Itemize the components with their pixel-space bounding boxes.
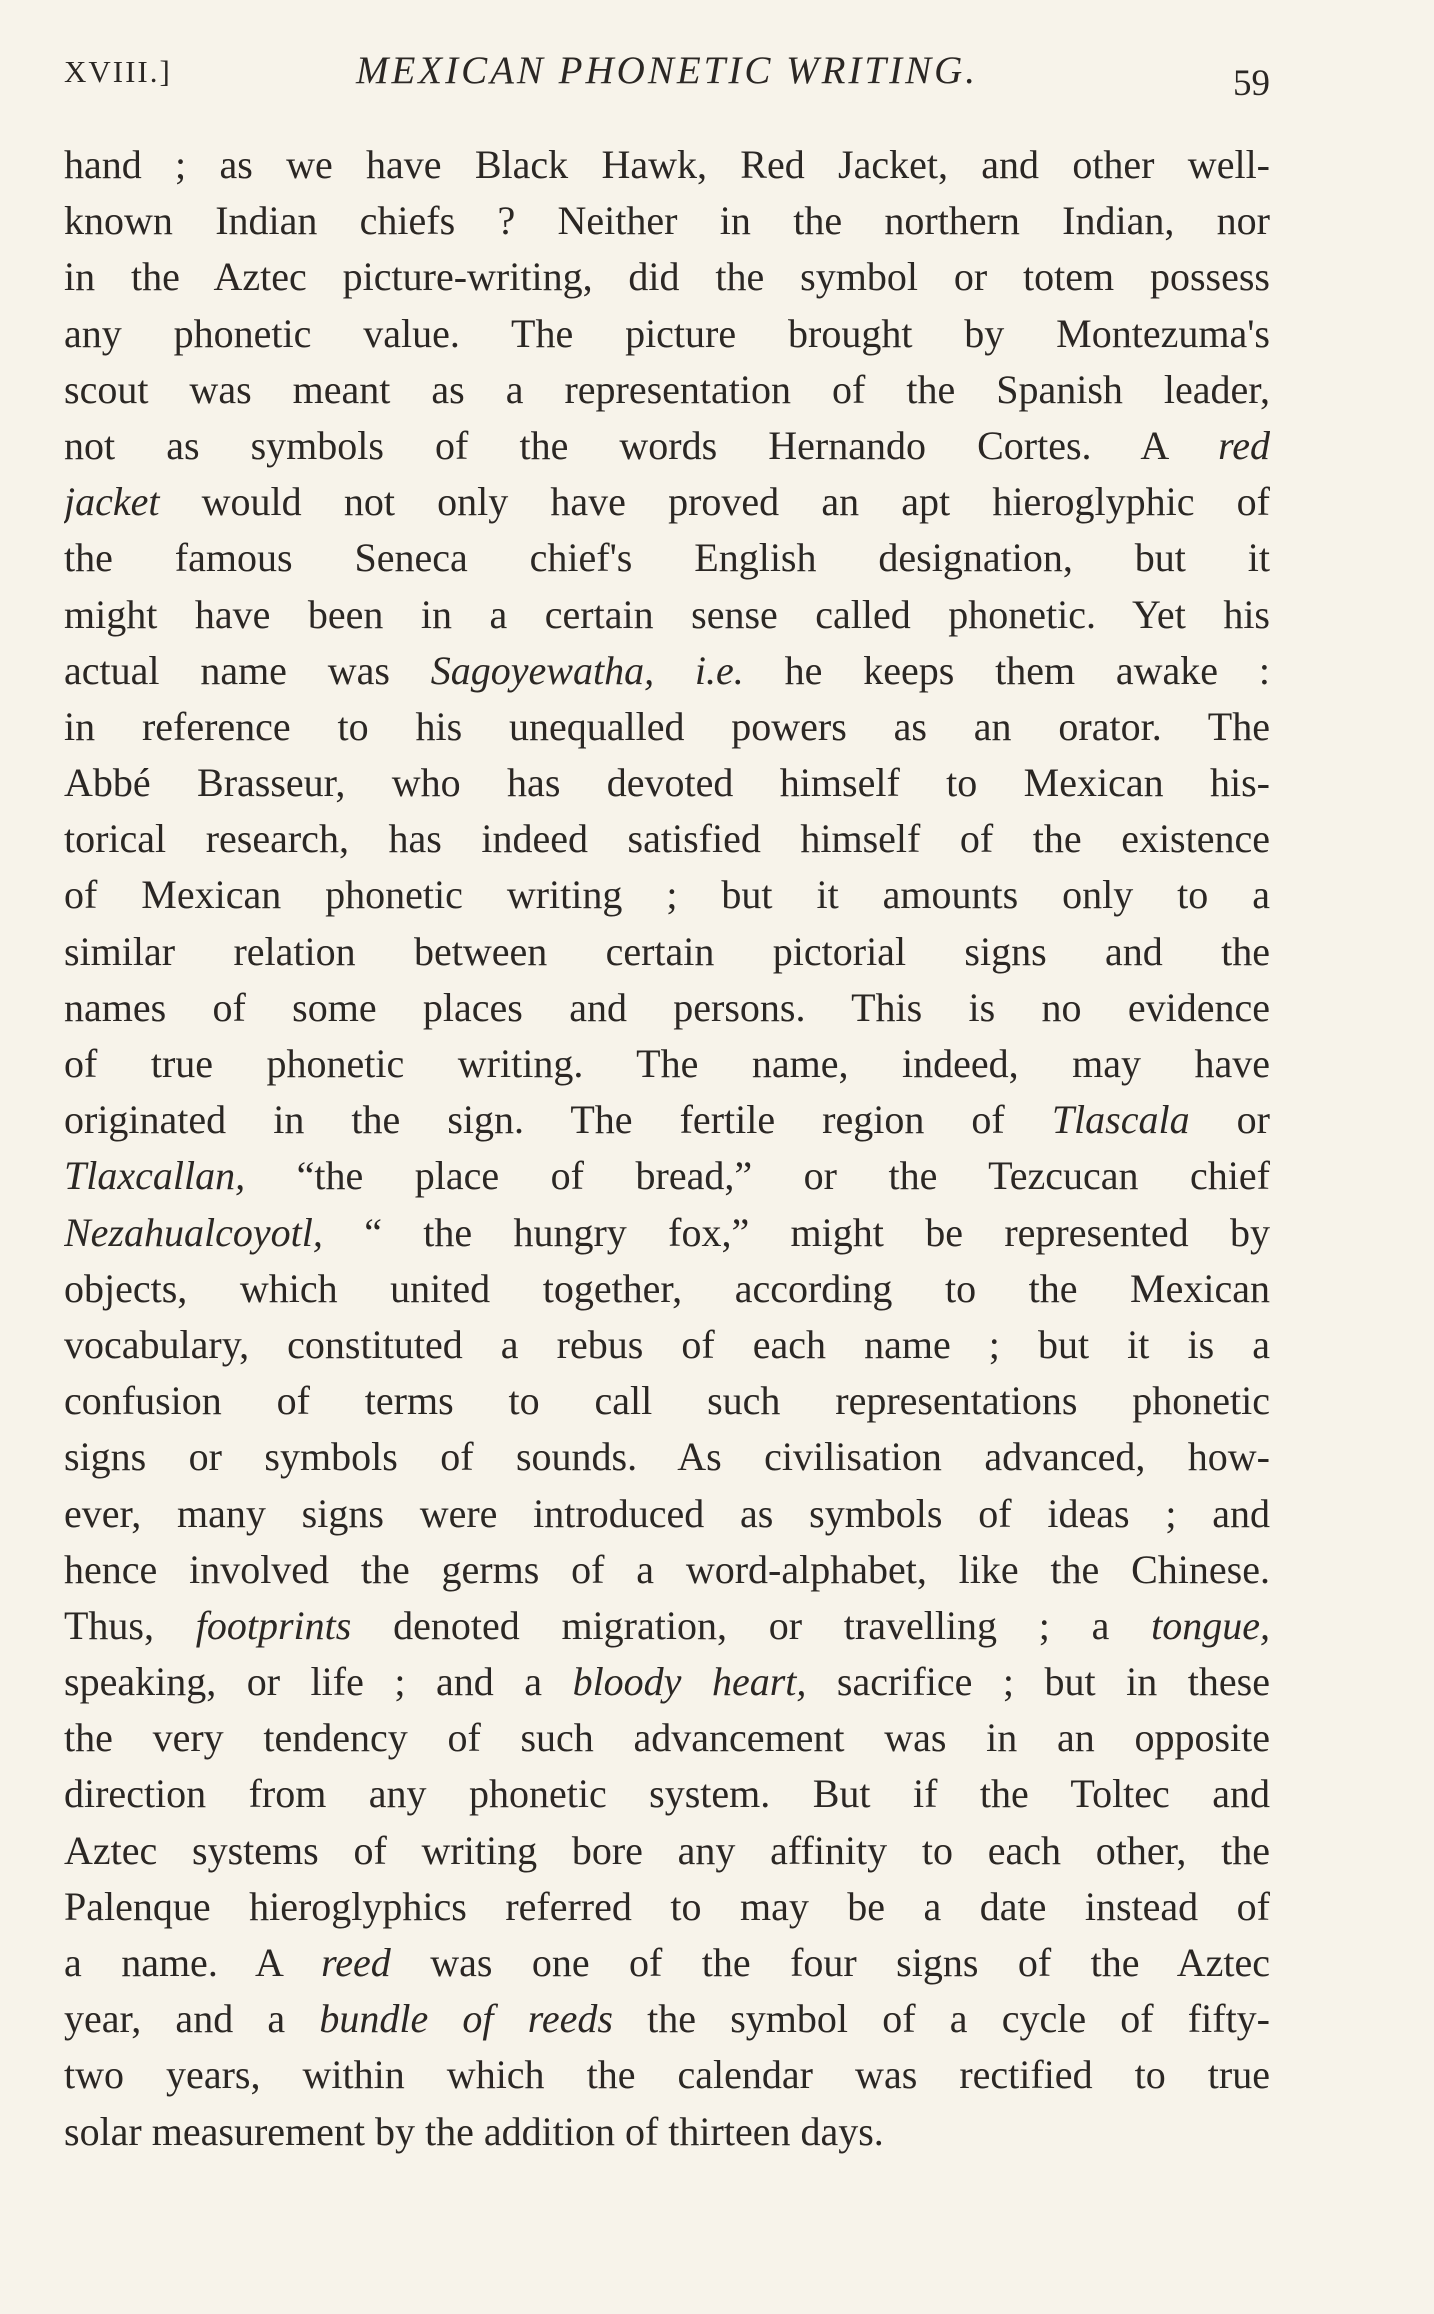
text-span: might have been in a certain sense called phonetic. Yet his (64, 591, 1270, 637)
text-span: direction from any phonetic system. But if the Toltec and (64, 1771, 1270, 1817)
text-span: a name. A (64, 1940, 322, 1985)
text-span: or (1189, 1097, 1270, 1143)
text-span: ever, many signs were introduced as symbols of ideas ; and (64, 1490, 1270, 1536)
text-span: the famous Seneca chief's English designation, but it (64, 535, 1270, 581)
text-span: vocabulary, constituted a rebus of each name ; but it is a (64, 1321, 1270, 1367)
text-line (64, 1542, 1270, 1598)
text-line (64, 1317, 1270, 1373)
text-span: in the Aztec picture-writing, did the symbol or totem possess (64, 254, 1270, 300)
text-line (64, 1823, 1270, 1879)
text-line (64, 980, 1270, 1036)
text-span: speaking, or life ; and a (64, 1659, 573, 1705)
text-span: scout was meant as a representation of the Spanish leader, (64, 366, 1270, 412)
text-span: solar measurement by the addition of thirteen days. (64, 2108, 884, 2154)
page-number: 59 (1233, 63, 1270, 104)
text-span: “ the hungry fox,” might be represented by (322, 1209, 1270, 1255)
text-span: Aztec systems of writing bore any affinity to each other, the (64, 1827, 1270, 1873)
italic-span: bloody heart, (572, 1659, 807, 1705)
text-line (64, 643, 1270, 699)
italic-span: Tlascala (1051, 1097, 1190, 1143)
text-span: year, and a (64, 1996, 320, 2042)
chapter-number: XVIII.] (64, 54, 172, 89)
text-line (64, 1205, 1270, 1261)
text-line (64, 1373, 1270, 1429)
text-span: hence involved the germs of a word-alphabet, like the Chinese. (64, 1546, 1270, 1592)
text-span: not as symbols of the words Hernando Cortes. A (64, 422, 1219, 468)
italic-span: Nezahualcoyotl, (64, 1209, 323, 1255)
text-span: of Mexican phonetic writing ; but it amounts only to a (64, 872, 1270, 918)
text-line (64, 1261, 1270, 1317)
text-span: sacrifice ; but in these (806, 1659, 1270, 1705)
text-span: two years, within which the calendar was rectified to true (64, 2052, 1270, 2098)
text-span: confusion of terms to call such representations phonetic (64, 1378, 1270, 1424)
text-span: Thus, (64, 1602, 196, 1648)
text-line (64, 699, 1270, 755)
text-line (64, 1710, 1270, 1766)
body-text (64, 137, 1270, 2160)
text-line (64, 418, 1270, 474)
text-span: torical research, has indeed satisfied himself of the existence (64, 816, 1270, 862)
text-span: actual name was (64, 647, 431, 693)
text-span: denoted migration, or travelling ; a (351, 1602, 1152, 1648)
italic-span: red (1218, 422, 1270, 468)
text-span: Palenque hieroglyphics referred to may be a date instead of (64, 1883, 1270, 1929)
text-span: of true phonetic writing. The name, indeed, may have (64, 1041, 1270, 1086)
text-line (64, 2047, 1270, 2103)
text-span: would not only have proved an apt hieroglyphic of (159, 479, 1270, 525)
text-line (64, 924, 1270, 980)
text-span: signs or symbols of sounds. As civilisation advanced, how- (64, 1434, 1270, 1480)
text-span: known Indian chiefs ? Neither in the northern Indian, nor (64, 198, 1270, 244)
text-line (64, 530, 1270, 586)
text-line (64, 1148, 1270, 1204)
text-span: the symbol of a cycle of fifty- (612, 1996, 1270, 2042)
running-title: MEXICAN PHONETIC WRITING. (355, 49, 979, 92)
text-line (64, 755, 1270, 811)
text-span: Abbé Brasseur, who has devoted himself to Mexican his- (64, 760, 1270, 806)
text-line (64, 362, 1270, 418)
text-line (64, 1654, 1270, 1710)
text-line (64, 474, 1270, 530)
text-span: objects, which united together, according to the Mexican (64, 1265, 1270, 1311)
text-line (64, 1935, 1270, 1991)
text-span: any phonetic value. The picture brought by Montezuma's (64, 310, 1270, 356)
text-line (64, 587, 1270, 643)
text-span: in reference to his unequalled powers as an orator. The (64, 703, 1270, 749)
italic-span: jacket (64, 479, 160, 525)
text-line (64, 249, 1270, 305)
text-line (64, 306, 1270, 362)
text-line (64, 193, 1270, 249)
text-line (64, 811, 1270, 867)
italic-span: footprints (195, 1602, 352, 1648)
text-span: names of some places and persons. This is no evidence (64, 984, 1270, 1030)
running-head (64, 48, 1270, 108)
text-span: was one of the four signs of the Aztec (390, 1940, 1270, 1985)
text-span: he keeps them awake : (743, 647, 1270, 693)
text-line (64, 2104, 1270, 2160)
text-line (64, 1991, 1270, 2047)
text-line (64, 137, 1270, 193)
italic-span: tongue, (1151, 1602, 1270, 1648)
italic-span: Tlaxcallan, (64, 1153, 246, 1199)
text-line (64, 1429, 1270, 1485)
text-line (64, 1036, 1270, 1092)
italic-span: bundle of reeds (319, 1996, 613, 2042)
italic-span: reed (321, 1940, 391, 1985)
text-span: the very tendency of such advancement was in an opposite (64, 1715, 1270, 1761)
text-span: originated in the sign. The fertile region of (64, 1097, 1052, 1143)
text-span: hand ; as we have Black Hawk, Red Jacket, and other well- (64, 142, 1270, 187)
text-line (64, 1092, 1270, 1148)
text-line (64, 1766, 1270, 1822)
text-span: similar relation between certain pictorial signs and the (64, 928, 1270, 974)
text-span: “the place of bread,” or the Tezcucan chief (245, 1153, 1270, 1199)
text-line (64, 867, 1270, 923)
italic-span: Sagoyewatha, i.e. (430, 647, 744, 693)
text-line (64, 1879, 1270, 1935)
text-line (64, 1598, 1270, 1654)
text-line (64, 1486, 1270, 1542)
